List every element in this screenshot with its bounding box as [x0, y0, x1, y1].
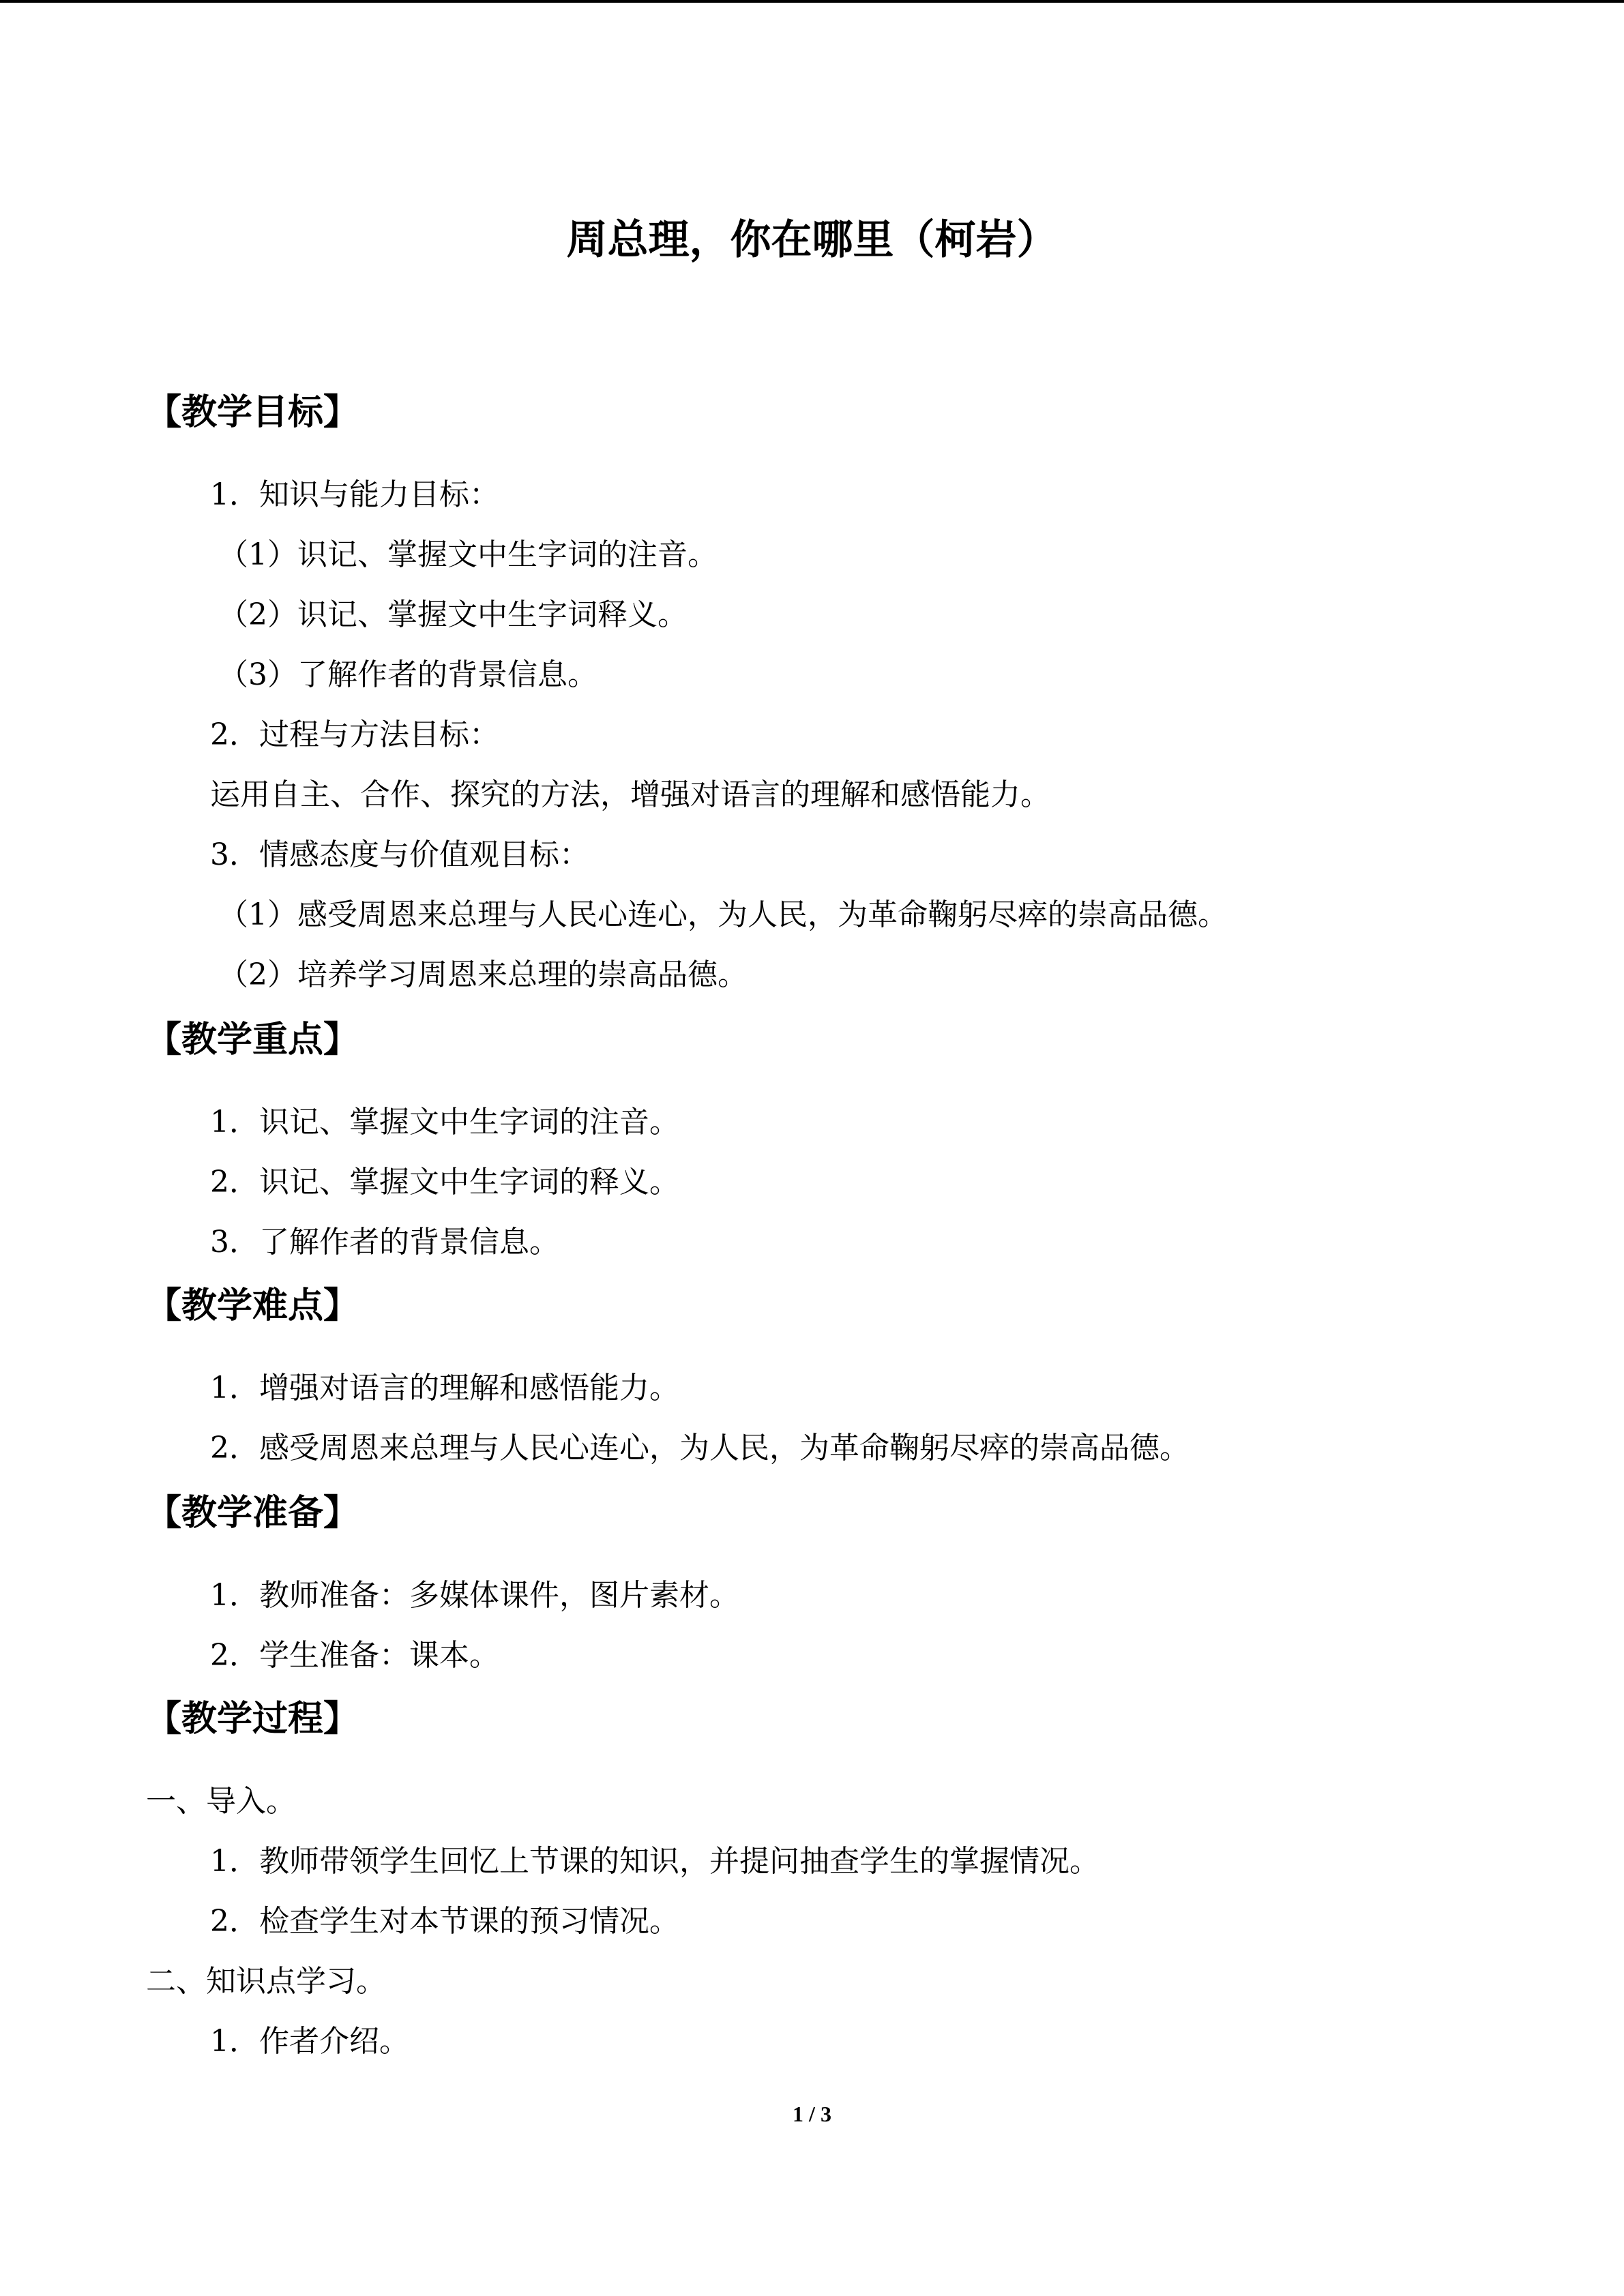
- process-line: 1．作者介绍。: [210, 2024, 409, 2059]
- page-number: 1 / 3: [793, 2102, 831, 2126]
- preparation-line: 1．教师准备：多媒体课件，图片素材。: [210, 1578, 739, 1613]
- process-line: 一、导入。: [146, 1784, 296, 1819]
- process-line: 2．检查学生对本节课的预习情况。: [210, 1904, 679, 1939]
- objectives-line: （1）感受周恩来总理与人民心连心，为人民，为革命鞠躬尽瘁的崇高品德。: [218, 897, 1228, 932]
- section-heading-objectives: 【教学目标】: [146, 391, 359, 433]
- objectives-line: 3．情感态度与价值观目标：: [210, 837, 589, 872]
- objectives-line: 2．过程与方法目标：: [210, 717, 499, 752]
- key-points-line: 1．识记、掌握文中生字词的注音。: [210, 1105, 679, 1139]
- section-heading-process: 【教学过程】: [146, 1698, 359, 1740]
- objectives-line: （3）了解作者的背景信息。: [218, 657, 597, 692]
- objectives-line: （2）培养学习周恩来总理的崇高品德。: [218, 957, 748, 992]
- key-points-line: 2．识记、掌握文中生字词的释义。: [210, 1165, 679, 1199]
- section-heading-key-points: 【教学重点】: [146, 1019, 359, 1060]
- objectives-line: 1．知识与能力目标：: [210, 477, 499, 512]
- objectives-line: （1）识记、掌握文中生字词的注音。: [218, 537, 718, 572]
- key-points-line: 3．了解作者的背景信息。: [210, 1225, 559, 1259]
- section-heading-difficulties: 【教学难点】: [146, 1285, 359, 1326]
- difficulties-line: 2．感受周恩来总理与人民心连心，为人民，为革命鞠躬尽瘁的崇高品德。: [210, 1431, 1190, 1465]
- objectives-line: （2）识记、掌握文中生字词释义。: [218, 597, 688, 632]
- section-heading-preparation: 【教学准备】: [146, 1492, 359, 1534]
- process-line: 二、知识点学习。: [146, 1964, 386, 1999]
- document-title: 周总理，你在哪里（柯岩）: [566, 216, 1058, 264]
- preparation-line: 2．学生准备：课本。: [210, 1638, 499, 1673]
- objectives-line: 运用自主、合作、探究的方法，增强对语言的理解和感悟能力。: [210, 777, 1050, 812]
- difficulties-line: 1．增强对语言的理解和感悟能力。: [210, 1371, 679, 1405]
- process-line: 1．教师带领学生回忆上节课的知识，并提问抽查学生的掌握情况。: [210, 1844, 1099, 1879]
